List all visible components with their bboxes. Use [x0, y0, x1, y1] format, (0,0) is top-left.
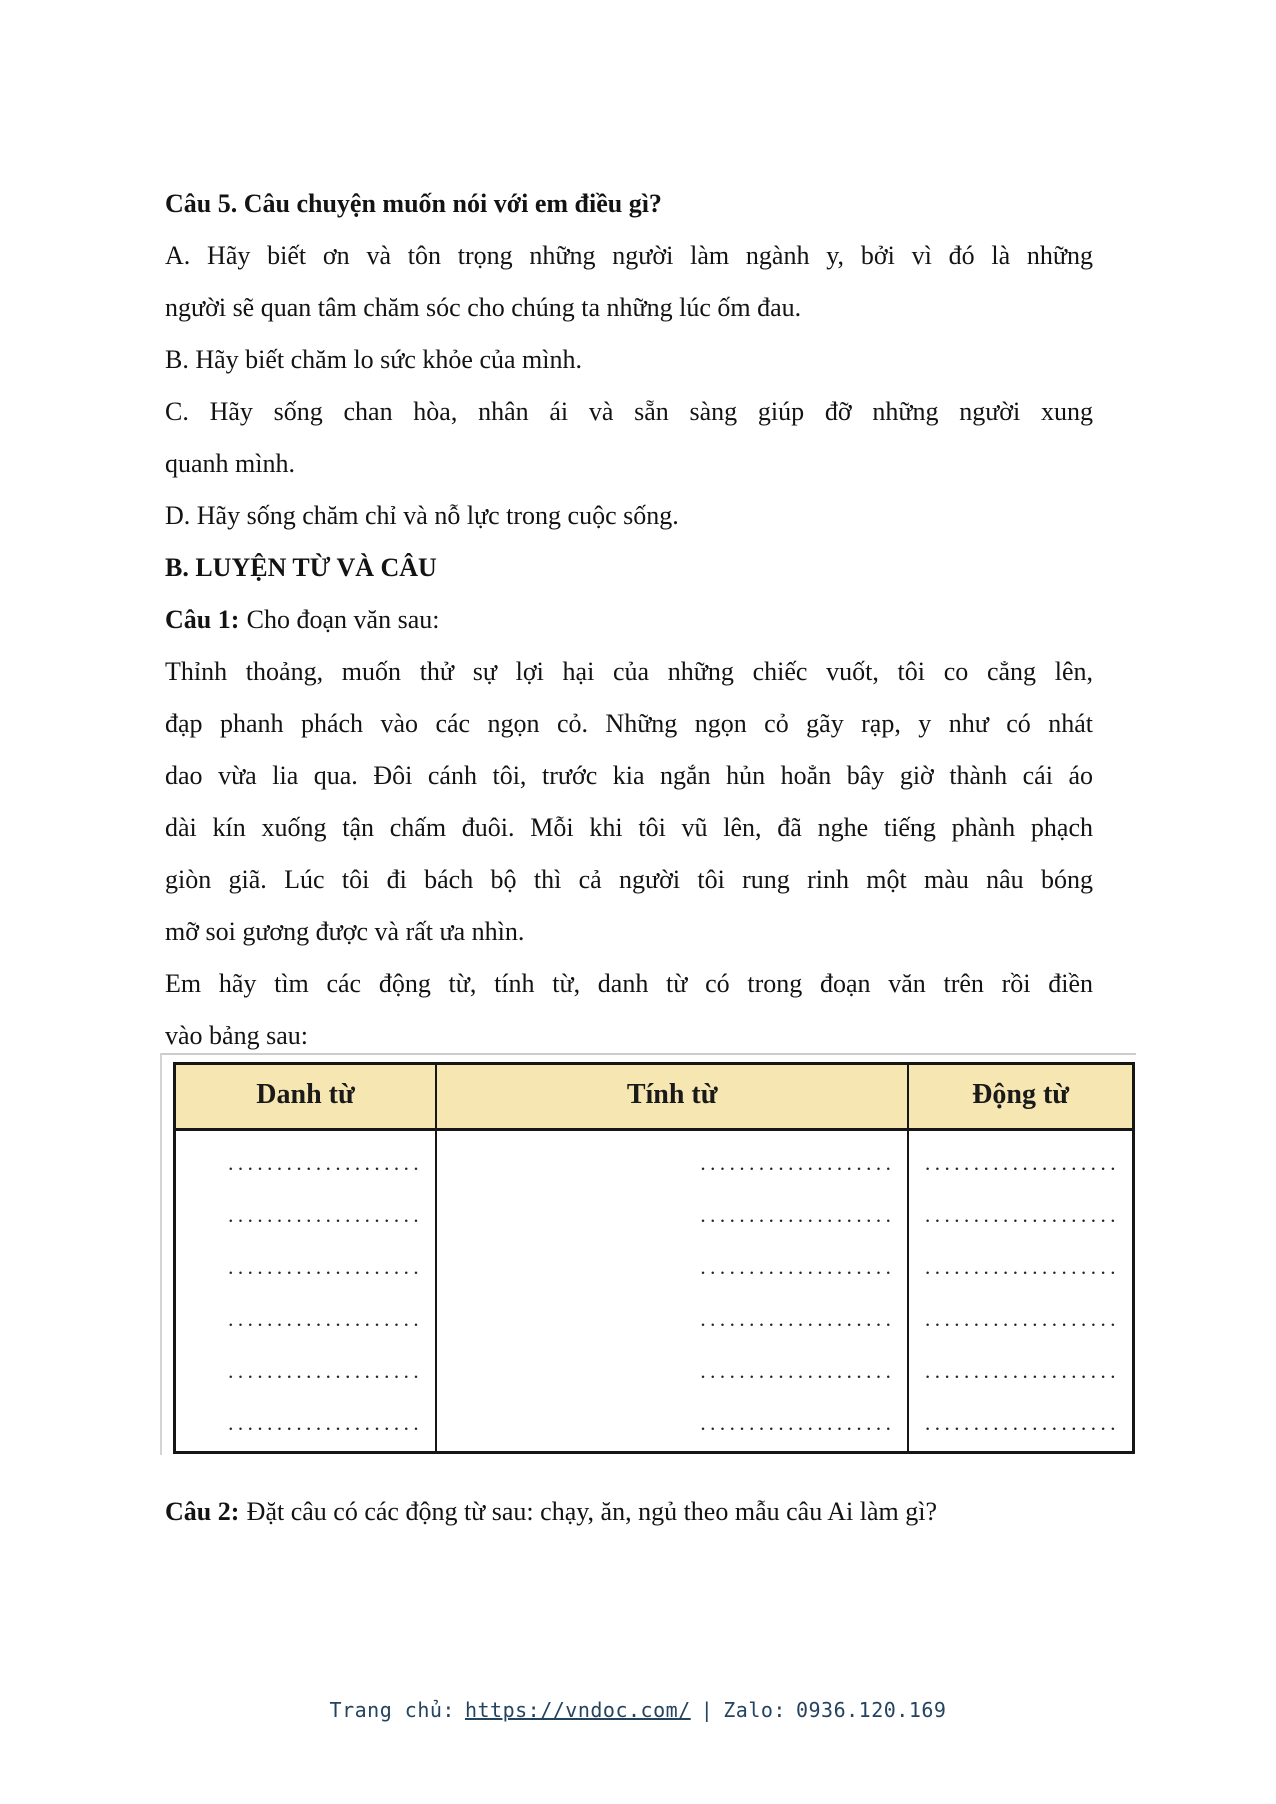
- footer-site-link[interactable]: https://vndoc.com/: [464, 1698, 691, 1722]
- table-column-dong-tu: [907, 1131, 1132, 1454]
- passage-line-5: giòn giã. Lúc tôi đi bách bộ thì cả người tôi rung rinh một màu nâu bóng: [165, 865, 1093, 894]
- fill-in-dotted-line: ....................: [924, 1411, 1120, 1435]
- footer-separator: |: [700, 1698, 714, 1722]
- fill-in-dotted-line: ....................: [924, 1151, 1120, 1175]
- fill-in-dotted-line: ....................: [700, 1151, 896, 1175]
- fill-in-dotted-line: ....................: [924, 1203, 1120, 1227]
- footer-site-label: Trang chủ:: [329, 1698, 455, 1722]
- question-2-text: Đặt câu có các động từ sau: chạy, ăn, ngủ theo mẫu câu Ai làm gì?: [246, 1497, 938, 1526]
- fill-in-dotted-line: ....................: [700, 1359, 896, 1383]
- table-header-danh-tu: Danh từ: [176, 1065, 435, 1128]
- q5-option-c-line-2: quanh mình.: [165, 449, 295, 478]
- question-1-label: Câu 1:: [165, 605, 240, 634]
- fill-in-dotted-line: ....................: [228, 1359, 424, 1383]
- fill-in-dotted-line: ....................: [700, 1411, 896, 1435]
- fill-in-dotted-line: ....................: [228, 1203, 424, 1227]
- fill-in-dotted-line: ....................: [228, 1307, 424, 1331]
- fill-in-dotted-line: ....................: [924, 1359, 1120, 1383]
- q5-option-d: D. Hãy sống chăm chỉ và nỗ lực trong cuộc sống.: [165, 501, 679, 530]
- q5-option-a-line-2: người sẽ quan tâm chăm sóc cho chúng ta những lúc ốm đau.: [165, 293, 802, 322]
- q1-instruction-line-1: Em hãy tìm các động từ, tính từ, danh từ có trong đoạn văn trên rồi điền: [165, 969, 1093, 998]
- passage-line-6: mỡ soi gương được và rất ưa nhìn.: [165, 917, 525, 946]
- question-5-heading: Câu 5. Câu chuyện muốn nói với em điều gì?: [165, 189, 662, 218]
- table-header-dong-tu: Động từ: [907, 1065, 1132, 1128]
- q5-option-a-line-1: A. Hãy biết ơn và tôn trọng những người làm ngành y, bởi vì đó là những: [165, 241, 1093, 270]
- footer-zalo-label: Zalo:: [723, 1698, 786, 1722]
- question-2: [165, 1486, 1165, 1538]
- word-classification-table: [173, 1062, 1135, 1454]
- page-footer: [0, 1698, 1276, 1722]
- fill-in-dotted-line: ....................: [700, 1255, 896, 1279]
- q5-option-b: B. Hãy biết chăm lo sức khỏe của mình.: [165, 345, 582, 374]
- worksheet-text-block: [165, 178, 1093, 1062]
- passage-line-1: Thỉnh thoảng, muốn thử sự lợi hại của những chiếc vuốt, tôi co cẳng lên,: [165, 657, 1093, 686]
- passage-line-4: dài kín xuống tận chấm đuôi. Mỗi khi tôi vũ lên, đã nghe tiếng phành phạch: [165, 813, 1093, 842]
- passage-line-3: dao vừa lia qua. Đôi cánh tôi, trước kia ngắn hủn hoẳn bây giờ thành cái áo: [165, 761, 1093, 790]
- q5-option-c-line-1: C. Hãy sống chan hòa, nhân ái và sẵn sàng giúp đỡ những người xung: [165, 397, 1093, 426]
- fill-in-dotted-line: ....................: [228, 1411, 424, 1435]
- section-b-heading: B. LUYỆN TỪ VÀ CÂU: [165, 553, 437, 582]
- q1-instruction-line-2: vào bảng sau:: [165, 1021, 308, 1050]
- fill-in-dotted-line: ....................: [228, 1255, 424, 1279]
- footer-zalo-number: 0936.120.169: [795, 1698, 947, 1722]
- table-header-row: [176, 1065, 1132, 1131]
- table-header-tinh-tu: Tính từ: [435, 1065, 907, 1128]
- fill-in-dotted-line: ....................: [700, 1307, 896, 1331]
- fill-in-dotted-line: ....................: [228, 1151, 424, 1175]
- passage-line-2: đạp phanh phách vào các ngọn cỏ. Những ngọn cỏ gãy rạp, y như có nhát: [165, 709, 1093, 738]
- table-column-tinh-tu: [435, 1131, 907, 1454]
- question-2-label: Câu 2:: [165, 1497, 240, 1526]
- question-1-intro: [165, 594, 1093, 646]
- table-body: [176, 1131, 1132, 1454]
- fill-in-dotted-line: ....................: [924, 1307, 1120, 1331]
- fill-in-dotted-line: ....................: [700, 1203, 896, 1227]
- fill-in-dotted-line: ....................: [924, 1255, 1120, 1279]
- question-1-intro-text: Cho đoạn văn sau:: [246, 605, 440, 634]
- table-column-danh-tu: [176, 1131, 435, 1454]
